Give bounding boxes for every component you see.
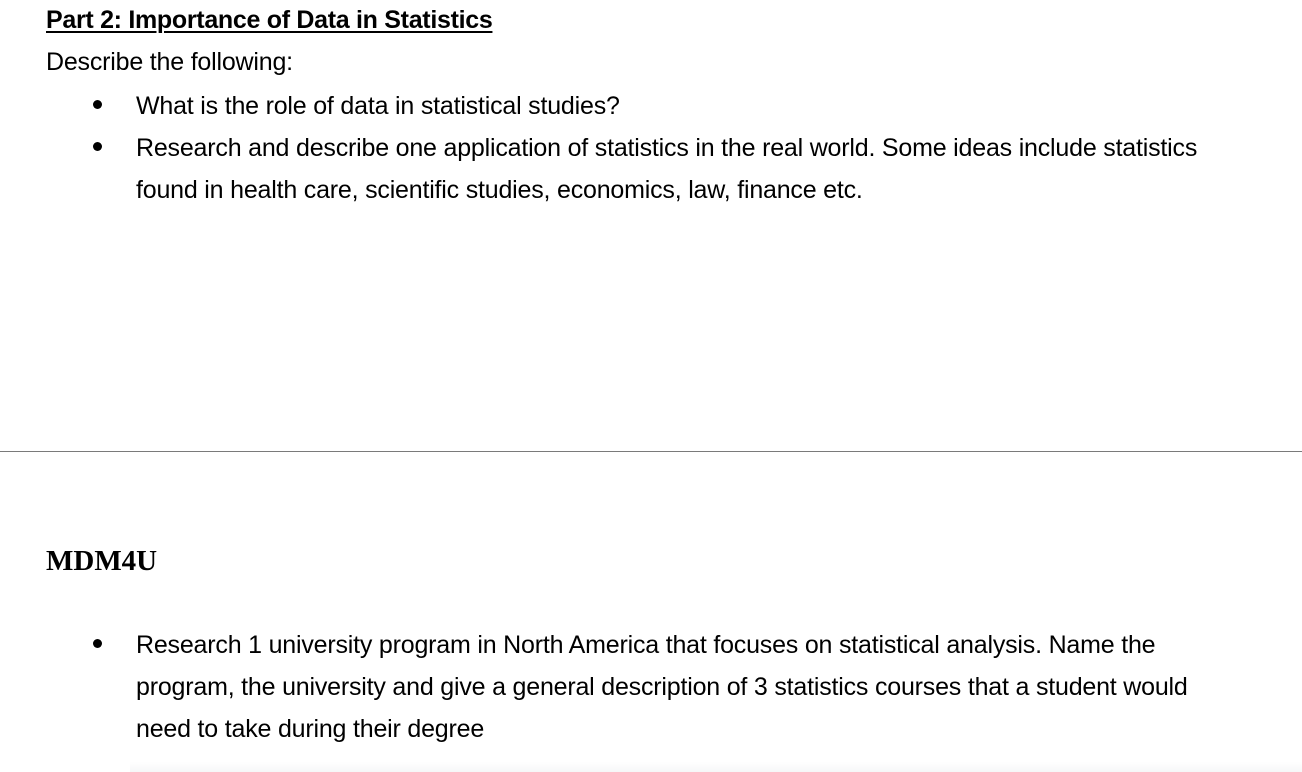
bullet-icon <box>93 142 102 151</box>
bullet-icon <box>93 639 102 648</box>
bottom-fade <box>130 762 1302 772</box>
list-item <box>0 624 1216 750</box>
bullet-text: Research and describe one application of statistics in the real world. Some ideas include statistics found in health care, scientific studies, economics, law, finance etc. <box>136 134 1198 204</box>
instruction-text: Describe the following: <box>46 48 293 76</box>
course-code-heading: MDM4U <box>46 545 158 577</box>
list-item <box>0 85 1236 127</box>
bullet-list <box>0 624 1216 750</box>
page-divider <box>0 451 1302 452</box>
bullet-text: What is the role of data in statistical studies? <box>136 92 620 120</box>
bullet-text: Research 1 university program in North America that focuses on statistical analysis. Name the program, the university and give a general description of 3 statistics courses that a student would need to take during their degree <box>136 631 1188 743</box>
section-heading: Part 2: Importance of Data in Statistics <box>46 6 493 34</box>
bullet-icon <box>93 100 102 109</box>
bullet-list <box>0 85 1236 211</box>
list-item <box>0 127 1236 211</box>
